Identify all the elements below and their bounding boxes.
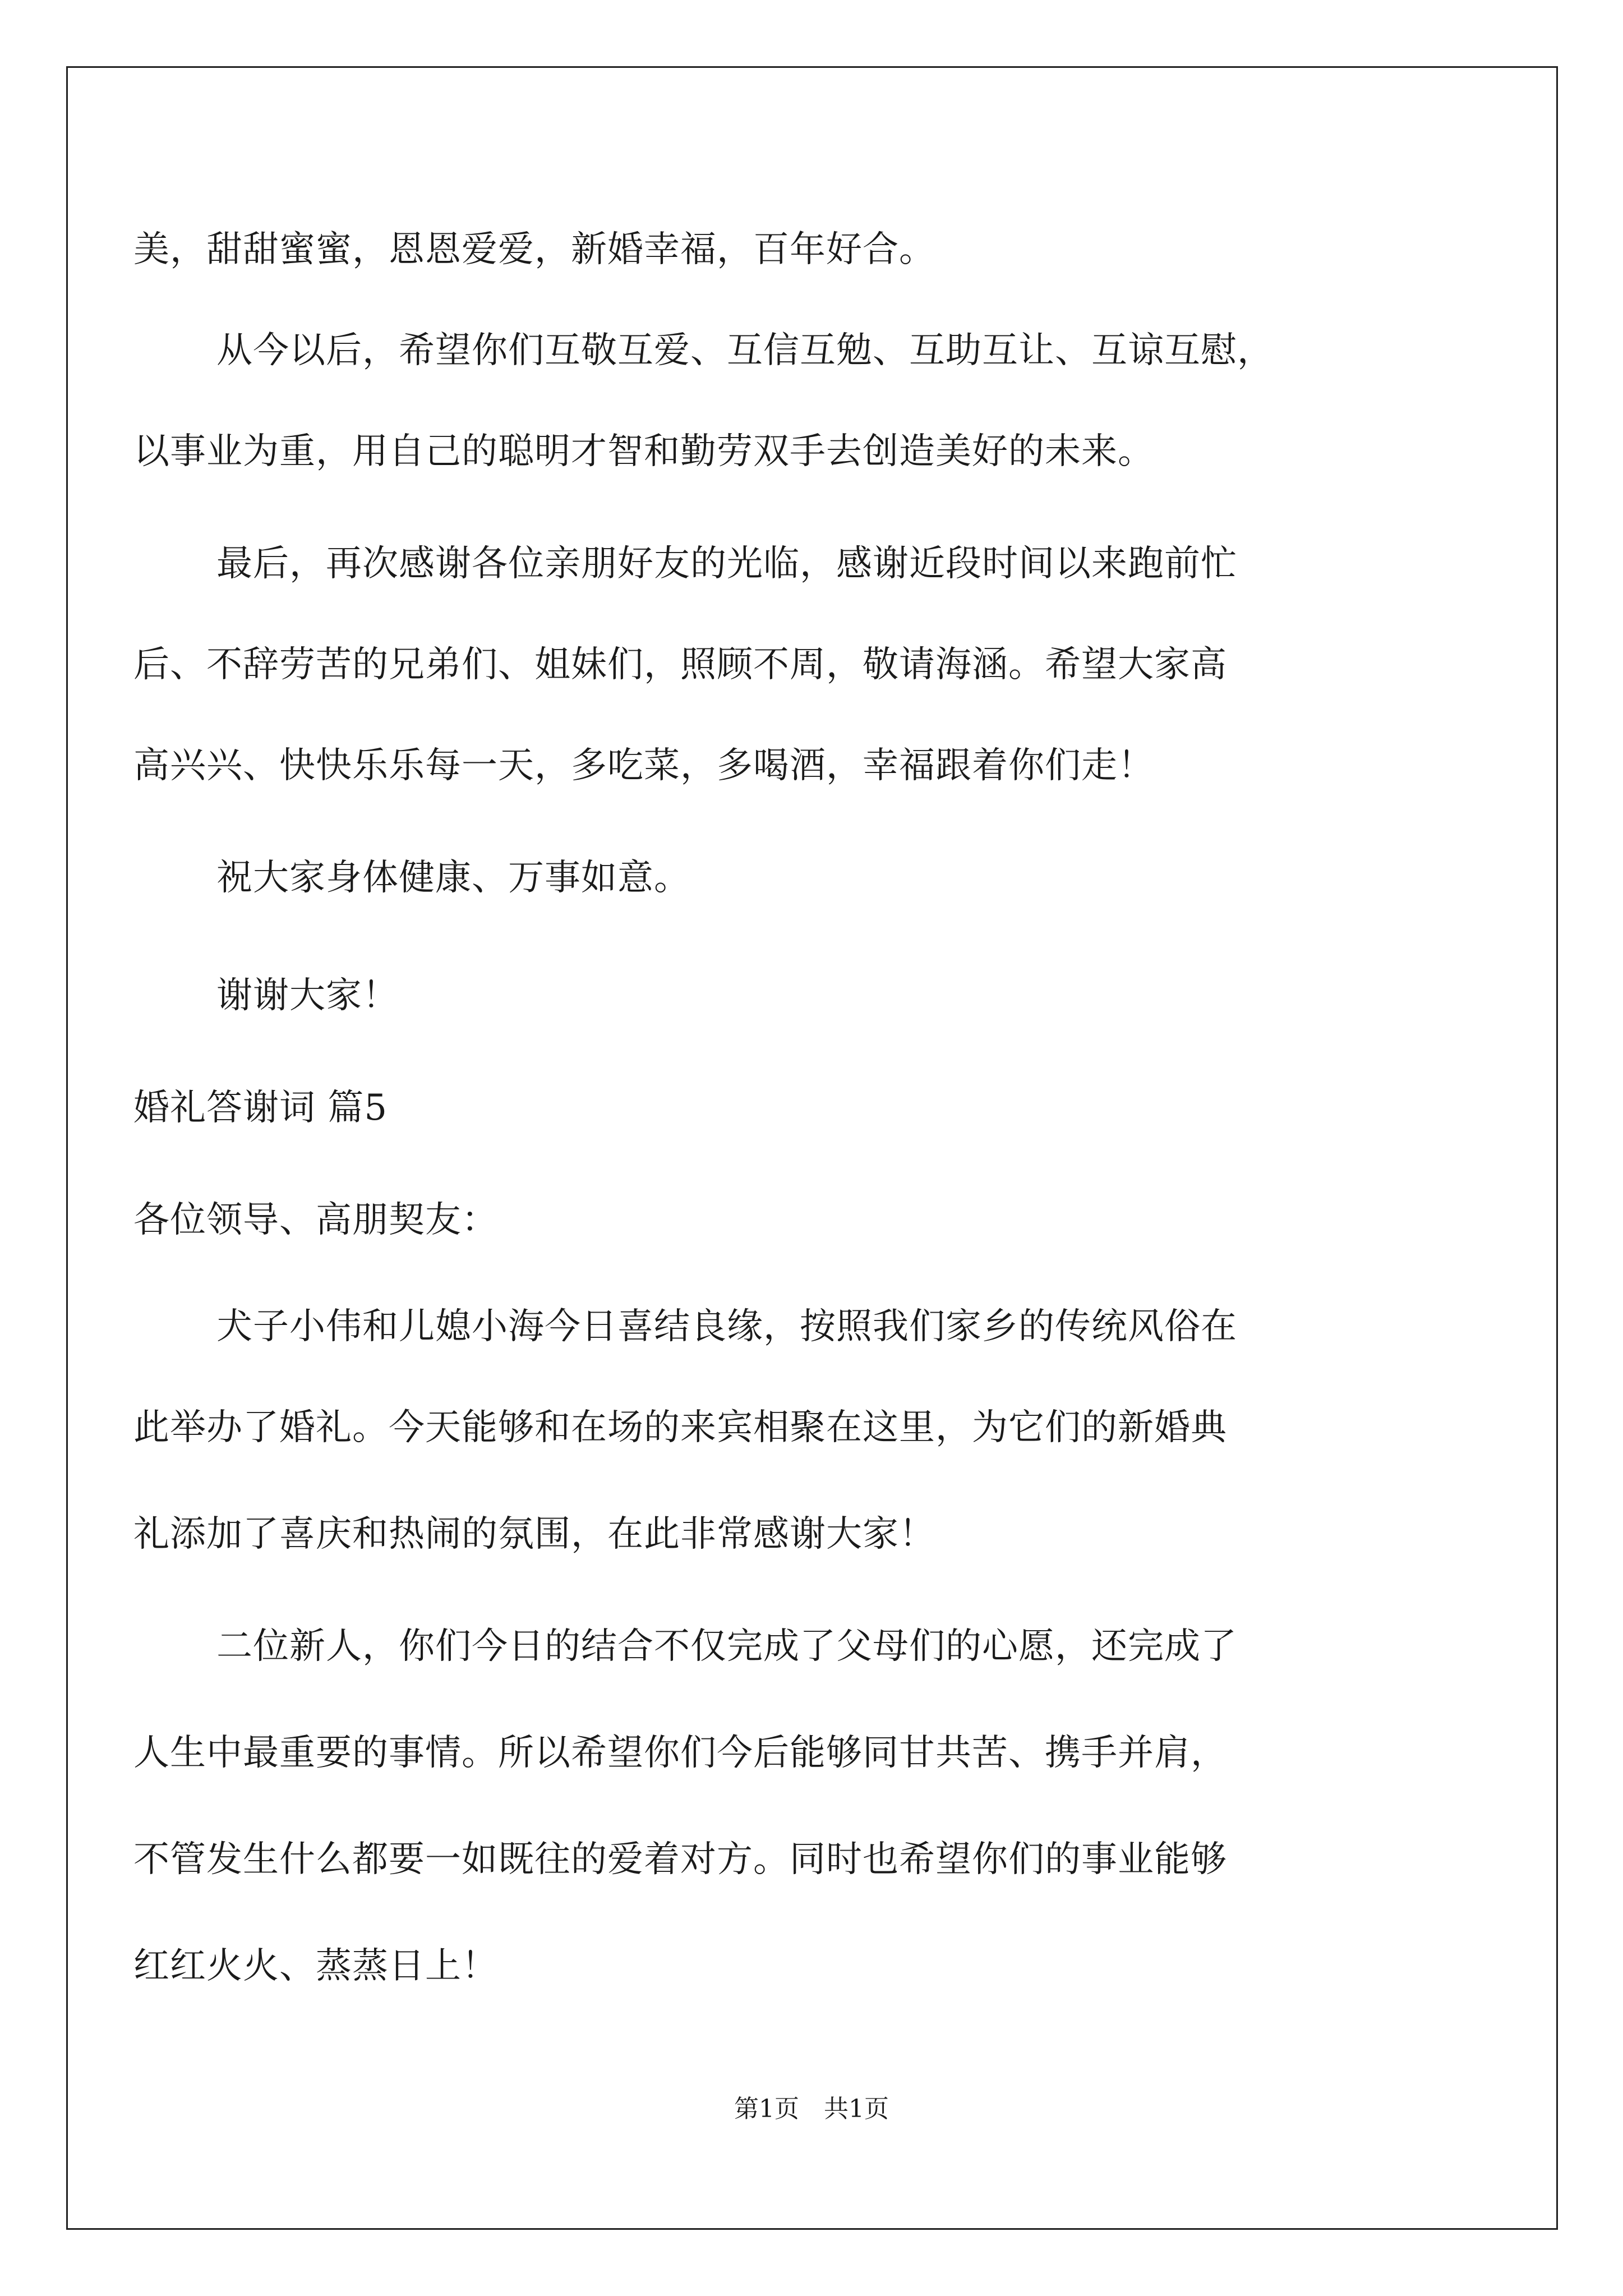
paragraph-line: 礼添加了喜庆和热闹的氛围，在此非常感谢大家！ <box>133 1513 935 1555</box>
paragraph-line: 不管发生什么都要一如既往的爱着对方。同时也希望你们的事业能够 <box>133 1839 1227 1880</box>
section-heading: 婚礼答谢词 篇5 <box>133 1087 388 1129</box>
paragraph-line: 人生中最重要的事情。所以希望你们今后能够同甘共苦、携手并肩， <box>133 1732 1227 1774</box>
paragraph-line: 最后，再次感谢各位亲朋好友的光临，感谢近段时间以来跑前忙 <box>216 543 1237 585</box>
paragraph-line: 美，甜甜蜜蜜，恩恩爱爱，新婚幸福，百年好合。 <box>133 229 935 270</box>
paragraph-line: 以事业为重，用自己的聪明才智和勤劳双手去创造美好的未来。 <box>133 431 1154 472</box>
paragraph-line: 从今以后，希望你们互敬互爱、互信互勉、互助互让、互谅互慰， <box>216 330 1274 371</box>
salutation: 各位领导、高朋契友： <box>133 1199 498 1241</box>
paragraph-line: 此举办了婚礼。今天能够和在场的来宾相聚在这里，为它们的新婚典 <box>133 1407 1227 1448</box>
paragraph-line: 谢谢大家！ <box>216 975 399 1016</box>
paragraph-line: 犬子小伟和儿媳小海今日喜结良缘，按照我们家乡的传统风俗在 <box>216 1306 1237 1347</box>
paragraph-line: 高兴兴、快快乐乐每一天，多吃菜，多喝酒，幸福跟着你们走！ <box>133 745 1154 786</box>
page-border <box>66 66 1558 2230</box>
paragraph-line: 祝大家身体健康、万事如意。 <box>216 857 690 899</box>
paragraph-line: 后、不辞劳苦的兄弟们、姐妹们，照顾不周，敬请海涵。希望大家高 <box>133 644 1227 685</box>
paragraph-line: 二位新人，你们今日的结合不仅完成了父母们的心愿，还完成了 <box>216 1626 1237 1667</box>
page-footer: 第1页 共1页 <box>734 2095 889 2123</box>
paragraph-line: 红红火火、蒸蒸日上！ <box>133 1945 498 1987</box>
